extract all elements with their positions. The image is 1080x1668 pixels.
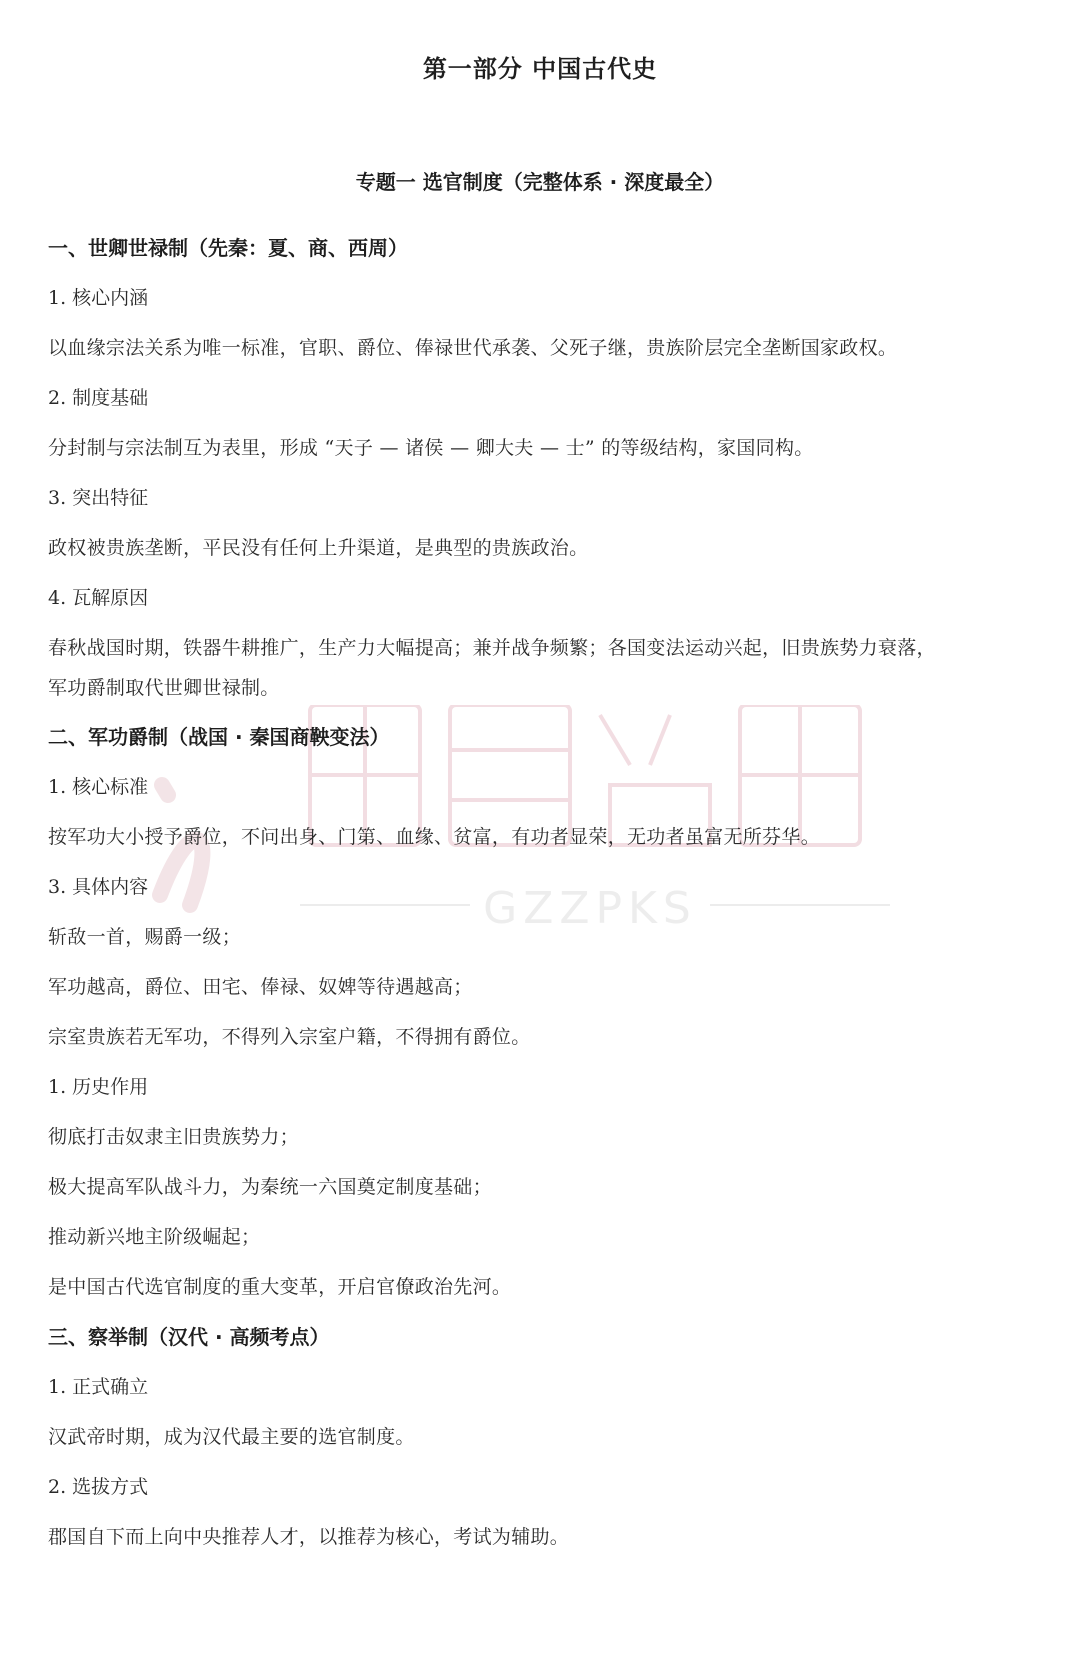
paragraph: 分封制与宗法制互为表里，形成 “天子 — 诸侯 — 卿大夫 — 士” 的等级结构，家国同构。 [48, 437, 814, 459]
section-heading-3: 三、察举制（汉代 · 高频考点） [48, 1325, 330, 1349]
subheading-historical-role: 1. 历史作用 [48, 1076, 149, 1098]
section-heading-2: 二、军功爵制（战国 · 秦国商鞅变法） [48, 725, 390, 749]
subheading-institutional-basis: 2. 制度基础 [48, 387, 149, 409]
paragraph: 以血缘宗法关系为唯一标准，官职、爵位、俸禄世代承袭、父死子继，贵族阶层完全垄断国家政权。 [48, 337, 898, 359]
subheading-features: 3. 突出特征 [48, 487, 149, 509]
paragraph: 军功爵制取代世卿世禄制。 [48, 677, 280, 699]
list-item: 斩敌一首，赐爵一级； [48, 926, 242, 948]
watermark-logo [150, 705, 970, 1005]
paragraph: 政权被贵族垄断，平民没有任何上升渠道，是典型的贵族政治。 [48, 537, 589, 559]
subheading-selection-method: 2. 选拔方式 [48, 1476, 149, 1498]
paragraph: 按军功大小授予爵位，不问出身、门第、血缘、贫富，有功者显荣，无功者虽富无所芬华。 [48, 826, 821, 848]
list-item: 彻底打击奴隶主旧贵族势力； [48, 1126, 299, 1148]
paragraph: 春秋战国时期，铁器牛耕推广，生产力大幅提高；兼并战争频繁；各国变法运动兴起，旧贵族势力衰落， [48, 637, 936, 659]
paragraph: 汉武帝时期，成为汉代最主要的选官制度。 [48, 1426, 415, 1448]
subheading-core-meaning: 1. 核心内涵 [48, 287, 149, 309]
list-item: 极大提高军队战斗力，为秦统一六国奠定制度基础； [48, 1176, 492, 1198]
topic-title: 专题一 选官制度（完整体系 · 深度最全） [355, 170, 725, 194]
section-heading-1: 一、世卿世禄制（先秦：夏、商、西周） [48, 236, 408, 260]
list-item: 宗室贵族若无军功，不得列入宗室户籍，不得拥有爵位。 [48, 1026, 531, 1048]
subheading-establishment: 1. 正式确立 [48, 1376, 149, 1398]
subheading-core-standard: 1. 核心标准 [48, 776, 149, 798]
subheading-collapse-reasons: 4. 瓦解原因 [48, 587, 149, 609]
part-title: 第一部分 中国古代史 [422, 55, 658, 83]
paragraph: 郡国自下而上向中央推荐人才，以推荐为核心，考试为辅助。 [48, 1526, 570, 1548]
watermark-text: GZZPKS [483, 883, 697, 934]
list-item: 推动新兴地主阶级崛起； [48, 1226, 261, 1248]
list-item: 是中国古代选官制度的重大变革，开启官僚政治先河。 [48, 1276, 512, 1298]
subheading-specific-content: 3. 具体内容 [48, 876, 149, 898]
list-item: 军功越高，爵位、田宅、俸禄、奴婢等待遇越高； [48, 976, 473, 998]
